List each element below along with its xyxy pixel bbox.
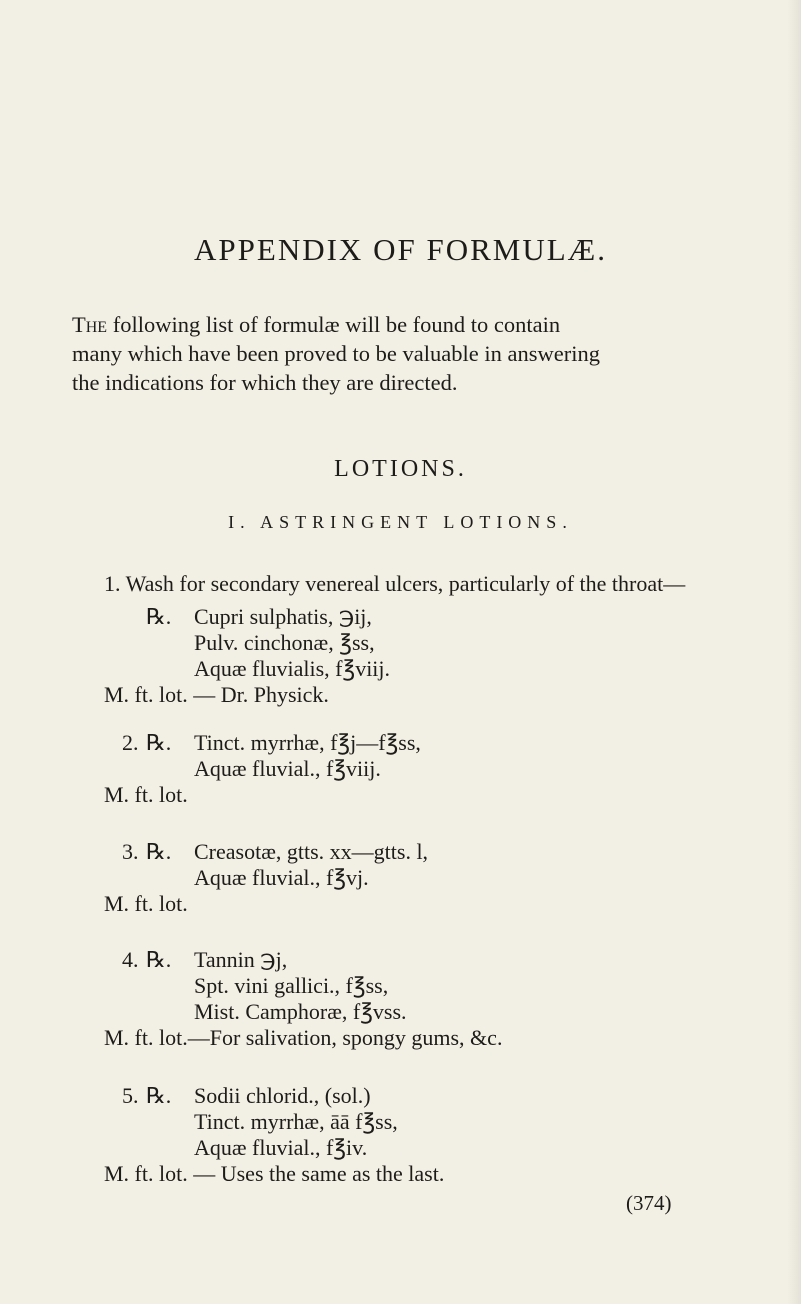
intro-first-word: The [72,312,108,337]
subsection-title: I. ASTRINGENT LOTIONS. [228,512,573,532]
page-edge-shadow [787,0,801,1304]
formula-1-ingredient-1: Cupri sulphatis, ℈ij, [194,604,372,629]
formula-4-ingredient-2: Spt. vini gallici., f℥ss, [194,973,389,998]
section-title: LOTIONS. [334,456,467,482]
intro-paragraph [72,310,722,397]
formula-1-instruction: M. ft. lot. — Dr. Physick. [104,682,329,707]
page-number: (374) [626,1191,672,1215]
formula-5-number: 5. [122,1083,139,1108]
formula-5-ingredient-3: Aquæ fluvial., f℥iv. [194,1135,368,1160]
formula-1-rx: ℞. [146,604,172,629]
intro-line-2: many which have been proved to be valuable in answering [72,341,600,366]
formula-2-ingredient-2: Aquæ fluvial., f℥viij. [194,756,381,781]
intro-line-3: the indications for which they are directed. [72,370,458,395]
formula-5-instruction: M. ft. lot. — Uses the same as the last. [104,1161,445,1186]
formula-4-rx: ℞. [146,947,172,972]
formula-4-ingredient-1: Tannin ℈j, [194,947,288,972]
formula-1-heading: 1. Wash for secondary venereal ulcers, particularly of the throat— [104,571,686,596]
formula-5-ingredient-2: Tinct. myrrhæ, āā f℥ss, [194,1109,398,1134]
formula-4-number: 4. [122,947,139,972]
formula-2-rx: ℞. [146,730,172,755]
formula-3-number: 3. [122,839,139,864]
formula-3-rx: ℞. [146,839,172,864]
formula-3-ingredient-1: Creasotæ, gtts. xx—gtts. l, [194,839,429,864]
formula-5-rx: ℞. [146,1083,172,1108]
formula-1-ingredient-3: Aquæ fluvialis, f℥viij. [194,656,391,681]
formula-5-ingredient-1: Sodii chlorid., (sol.) [194,1083,371,1108]
formula-2-ingredient-1: Tinct. myrrhæ, f℥j—f℥ss, [194,730,421,755]
intro-line-1-rest: following list of formulæ will be found to contain [107,312,561,337]
formula-3-instruction: M. ft. lot. [104,891,188,916]
formula-1-ingredient-2: Pulv. cinchonæ, ℥ss, [194,630,375,655]
page-title: APPENDIX OF FORMULÆ. [194,232,607,267]
formula-4-instruction: M. ft. lot.—For salivation, spongy gums, &c. [104,1025,503,1050]
intro-line-1 [72,310,722,339]
formula-3-ingredient-2: Aquæ fluvial., f℥vj. [194,865,369,890]
formula-2-instruction: M. ft. lot. [104,782,188,807]
formula-4-ingredient-3: Mist. Camphoræ, f℥vss. [194,999,407,1024]
formula-2-number: 2. [122,730,139,755]
